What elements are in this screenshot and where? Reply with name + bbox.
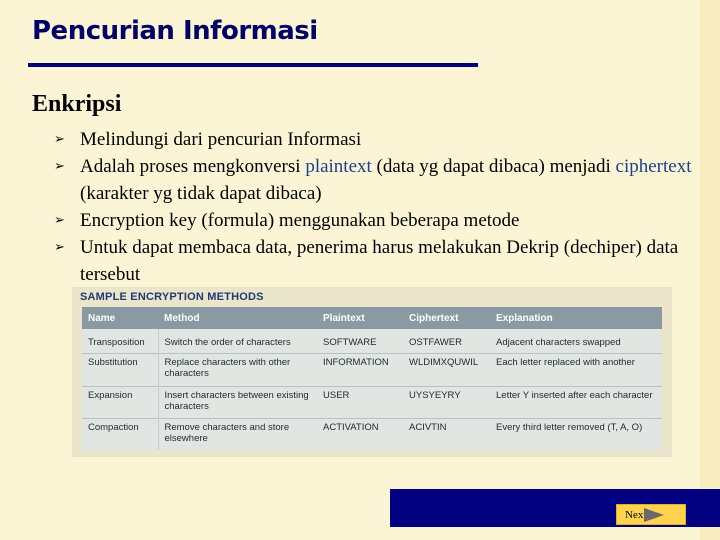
figure-title: SAMPLE ENCRYPTION METHODS bbox=[80, 291, 264, 303]
encryption-methods-table bbox=[82, 307, 662, 450]
table-cell: Every third letter removed (T, A, O) bbox=[490, 418, 662, 450]
bullet-item bbox=[50, 207, 700, 234]
table-cell: ACIVTIN bbox=[403, 418, 490, 450]
column-header: Explanation bbox=[490, 307, 662, 329]
arrow-bullet-icon: ➢ bbox=[54, 213, 65, 228]
table-cell: Adjacent characters swapped bbox=[496, 337, 621, 348]
table-row bbox=[82, 418, 662, 450]
term-plaintext: plaintext bbox=[305, 156, 372, 177]
bullet-text: Encryption key (formula) menggunakan beberapa metode bbox=[80, 210, 520, 231]
next-button[interactable] bbox=[616, 504, 686, 525]
bullet-text: Untuk dapat membaca data, penerima harus melakukan Dekrip (dechiper) data tersebut bbox=[80, 237, 679, 285]
table-cell: WLDIMXQUWIL bbox=[403, 354, 490, 386]
table-cell: Insert characters between existing characters bbox=[158, 386, 317, 418]
bullet-text: Melindungi dari pencurian Informasi bbox=[80, 129, 362, 150]
table-cell: Substitution bbox=[82, 354, 158, 386]
arrow-bullet-icon: ➢ bbox=[54, 132, 65, 147]
table-row bbox=[82, 354, 662, 386]
decorative-side-band bbox=[700, 0, 720, 540]
slide-title: Pencurian Informasi bbox=[32, 16, 318, 46]
bullet-text: (karakter yg tidak dapat dibaca) bbox=[80, 183, 322, 204]
next-label: Next bbox=[625, 509, 647, 521]
term-ciphertext: ciphertext bbox=[615, 156, 692, 177]
arrow-bullet-icon: ➢ bbox=[54, 159, 65, 174]
bullet-item bbox=[50, 153, 700, 207]
title-underline bbox=[28, 63, 478, 67]
bullet-item bbox=[50, 126, 700, 153]
column-header: Method bbox=[158, 307, 317, 329]
table-cell: ACTIVATION bbox=[317, 418, 403, 450]
table-cell: Replace characters with other characters bbox=[158, 354, 317, 386]
column-header: Plaintext bbox=[317, 307, 403, 329]
table-header-row bbox=[82, 307, 662, 329]
bullet-text: Adalah proses mengkonversi bbox=[80, 156, 306, 177]
table-cell: OSTFAWER bbox=[409, 337, 462, 348]
table-row bbox=[82, 386, 662, 418]
column-header: Name bbox=[82, 307, 158, 329]
bullet-item bbox=[50, 234, 700, 288]
table-cell: Transposition bbox=[82, 329, 158, 354]
table-cell: SOFTWARE bbox=[323, 337, 377, 348]
table-cell: INFORMATION bbox=[317, 354, 403, 386]
table-cell: Remove characters and store elsewhere bbox=[158, 418, 317, 450]
table-cell: Each letter replaced with another bbox=[490, 354, 662, 386]
bullet-list bbox=[50, 126, 700, 288]
table-cell: Letter Y inserted after each character bbox=[490, 386, 662, 418]
table-cell: Expansion bbox=[82, 386, 158, 418]
table-cell: UYSYEYRY bbox=[403, 386, 490, 418]
table-cell: Compaction bbox=[82, 418, 158, 450]
table-row bbox=[82, 329, 662, 354]
arrow-bullet-icon: ➢ bbox=[54, 240, 65, 255]
bullet-text: (data yg dapat dibaca) menjadi bbox=[371, 156, 616, 177]
table-cell: Switch the order of characters bbox=[164, 337, 291, 348]
column-header: Ciphertext bbox=[403, 307, 490, 329]
table-cell: USER bbox=[317, 386, 403, 418]
encryption-methods-figure bbox=[72, 287, 672, 457]
play-arrow-icon bbox=[644, 508, 664, 522]
section-heading: Enkripsi bbox=[32, 91, 122, 117]
